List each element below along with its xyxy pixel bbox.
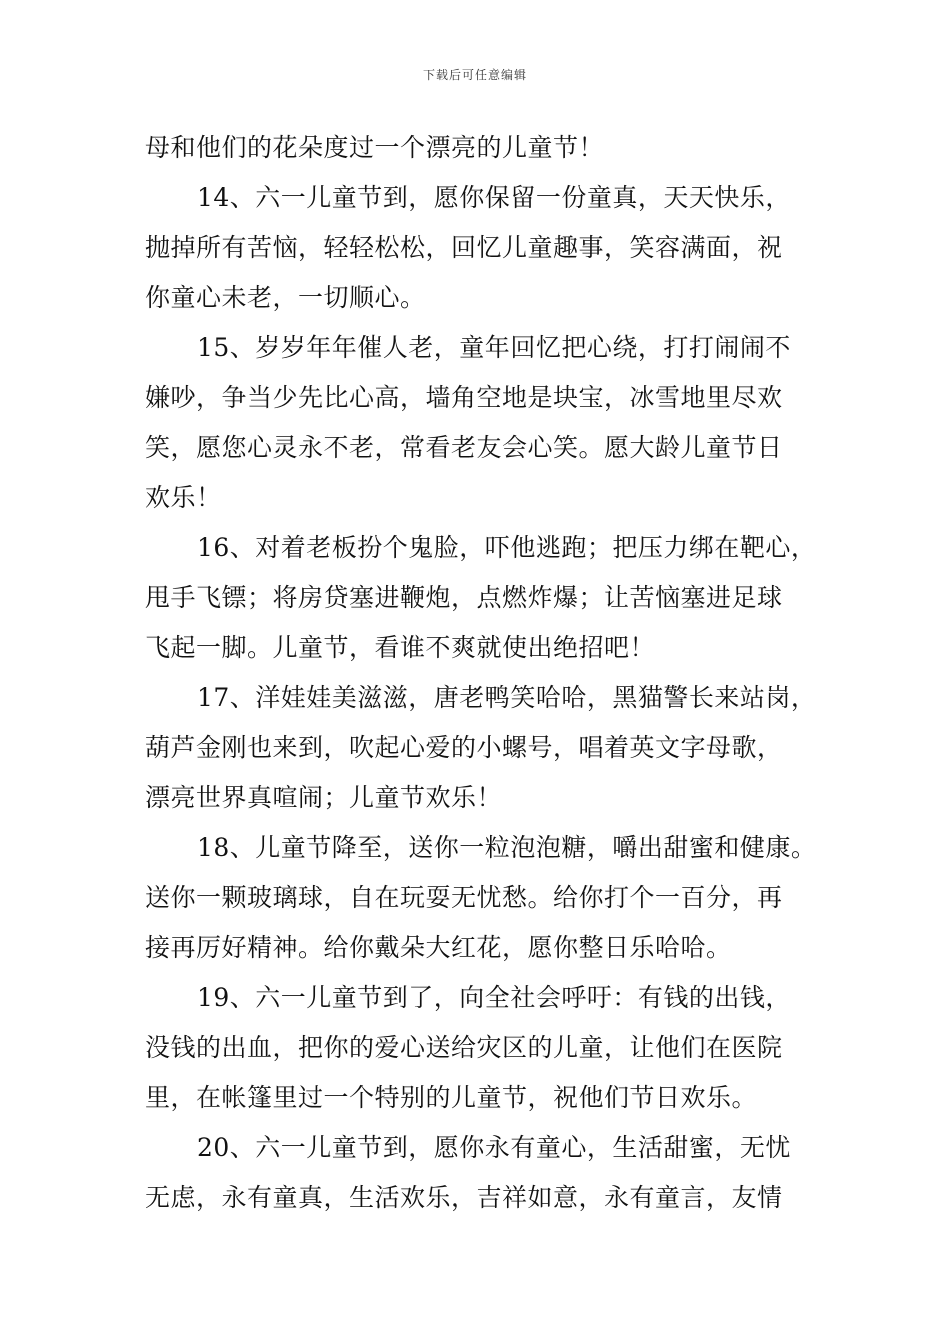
text-line: 嫌吵，争当少先比心高，墙角空地是块宝，冰雪地里尽欢 xyxy=(145,383,783,412)
text-line: 笑，愿您心灵永不老，常看老友会心笑。愿大龄儿童节日 xyxy=(145,433,783,462)
paragraph-18-line: 18、儿童节降至，送你一粒泡泡糖，嚼出甜蜜和健康。 xyxy=(197,833,817,862)
text-line: 送你一颗玻璃球，自在玩耍无忧愁。给你打个一百分，再 xyxy=(145,883,783,912)
page-header: 下载后可任意编辑 xyxy=(422,68,527,82)
paragraph-16-line: 16、对着老板扮个鬼脸，吓他逃跑；把压力绑在靶心， xyxy=(197,533,817,562)
paragraph-15-line: 15、岁岁年年催人老，童年回忆把心绕，打打闹闹不 xyxy=(197,333,791,362)
text-line: 漂亮世界真喧闹；儿童节欢乐！ xyxy=(145,783,503,812)
paragraph-17-line: 17、洋娃娃美滋滋，唐老鸭笑哈哈，黑猫警长来站岗， xyxy=(197,683,817,712)
document-body xyxy=(145,128,815,1228)
text-line: 你童心未老，一切顺心。 xyxy=(145,283,426,312)
text-line: 葫芦金刚也来到，吹起心爱的小螺号，唱着英文字母歌， xyxy=(145,733,783,762)
text-line: 欢乐！ xyxy=(145,483,222,512)
text-line: 没钱的出血，把你的爱心送给灾区的儿童，让他们在医院 xyxy=(145,1033,783,1062)
text-line: 甩手飞镖；将房贷塞进鞭炮，点燃炸爆；让苦恼塞进足球 xyxy=(145,583,783,612)
paragraph-14-line: 14、六一儿童节到，愿你保留一份童真，天天快乐， xyxy=(197,183,791,212)
text-line: 飞起一脚。儿童节，看谁不爽就使出绝招吧！ xyxy=(145,633,656,662)
paragraph-20-line: 20、六一儿童节到，愿你永有童心，生活甜蜜，无忧 xyxy=(197,1133,791,1162)
paragraph-19-line: 19、六一儿童节到了，向全社会呼吁：有钱的出钱， xyxy=(197,983,791,1012)
text-line: 接再厉好精神。给你戴朵大红花，愿你整日乐哈哈。 xyxy=(145,933,732,962)
text-line: 母和他们的花朵度过一个漂亮的儿童节！ xyxy=(145,133,605,162)
text-line: 抛掉所有苦恼，轻轻松松，回忆儿童趣事，笑容满面，祝 xyxy=(145,233,783,262)
text-line: 里，在帐篷里过一个特别的儿童节，祝他们节日欢乐。 xyxy=(145,1083,758,1112)
text-line: 无虑，永有童真，生活欢乐，吉祥如意，永有童言，友情 xyxy=(145,1183,783,1212)
